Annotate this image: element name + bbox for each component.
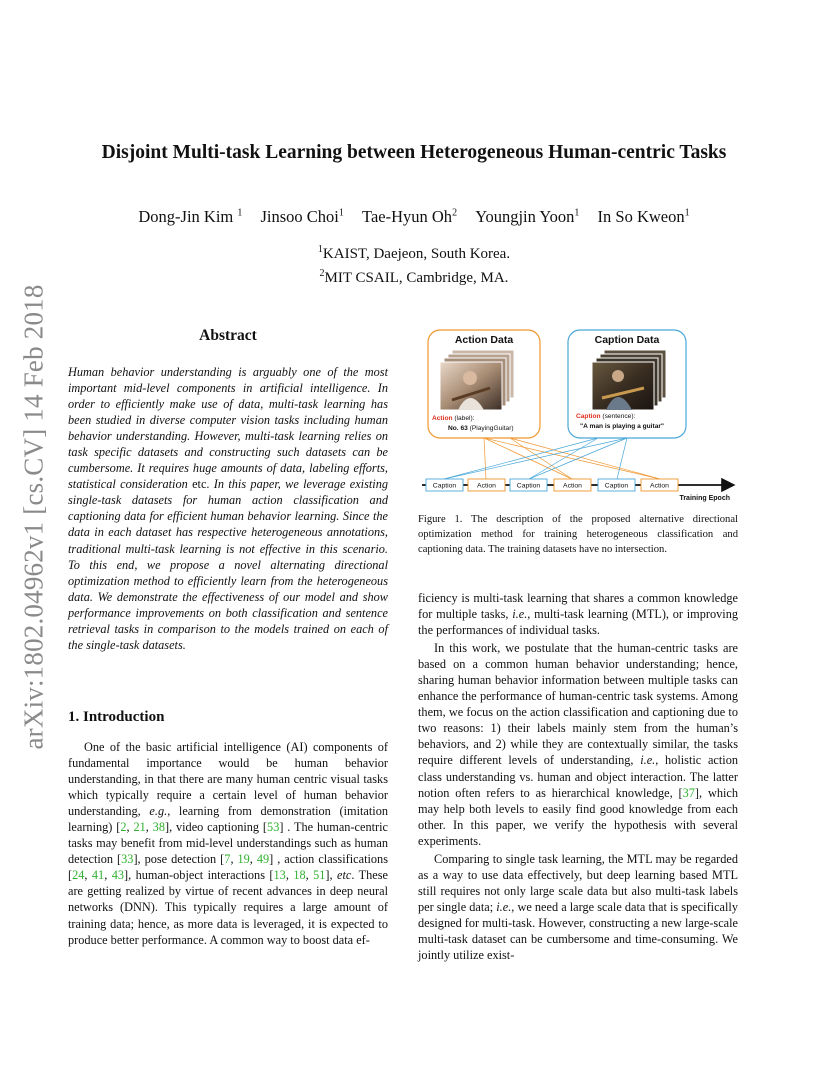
- text-em: etc: [337, 868, 352, 883]
- timeline-box: [641, 479, 678, 491]
- text-em: i.e.: [496, 899, 512, 914]
- svg-text:Caption: Caption: [604, 482, 629, 490]
- svg-text:Caption: Caption: [516, 482, 541, 490]
- text: , holistic action class understanding vs. human and object interaction. The latter notion often refers to as hierarchical knowledge, [: [418, 753, 738, 800]
- author-name: Tae-Hyun Oh: [362, 207, 453, 226]
- author-list: [0, 207, 828, 227]
- citation-link[interactable]: 2: [120, 820, 127, 835]
- abstract-etc: etc.: [192, 477, 210, 492]
- citation-link[interactable]: 49: [256, 852, 270, 867]
- text: . These are getting realized by virtue of recent advances in deep neural networks (DNN). This typically requires a large amount of training data; hence, as more data is leveraged, it is expected to produce better performance. A common way to boost data ef-: [68, 868, 388, 947]
- citation-link[interactable]: 24: [72, 868, 85, 883]
- paragraph: [418, 590, 738, 638]
- right-column-text: [418, 590, 738, 963]
- affiliation-mark: 1: [338, 207, 344, 219]
- citation-link[interactable]: 51: [313, 868, 326, 883]
- svg-text:Action: Action: [477, 482, 496, 490]
- abstract-heading: Abstract: [199, 327, 257, 344]
- citation-link[interactable]: 38: [152, 820, 165, 835]
- author-name: Youngjin Yoon: [475, 207, 575, 226]
- text: ], pose detection [: [133, 852, 225, 867]
- text: ficiency is multi-task learning that shares a common knowledge for multiple tasks,: [418, 591, 738, 622]
- affiliation-mark: 2: [452, 207, 458, 219]
- text: , we need a large scale data that is specifically designed for multi-task. However, constructing a new large-scale multi-task dataset can be cumbersome and time-consuming. We jointly utilize exist-: [418, 899, 738, 963]
- action-links: [484, 438, 660, 479]
- citation-link[interactable]: 7: [224, 852, 231, 867]
- affiliation-mark: 1: [237, 207, 243, 219]
- abstract-text: [68, 364, 388, 653]
- text: One of the basic artificial intelligence (AI) components of fundamental importance would be human behavior understanding, in that there are many human centric visual tasks which typically require a certain level of human behavior understanding,: [68, 740, 388, 819]
- author: [475, 207, 579, 226]
- caption-data-title: Caption Data: [594, 334, 660, 346]
- timeline-box: [554, 479, 591, 491]
- affiliation-text: KAIST, Daejeon, South Korea.: [322, 246, 511, 262]
- text: ] , action classifications [: [68, 852, 388, 883]
- timeline-label: Training Epoch: [679, 495, 730, 502]
- text-em: i.e.: [512, 607, 528, 622]
- timeline-box: [598, 479, 635, 491]
- author-name: Jinsoo Choi: [260, 207, 339, 226]
- citation-link[interactable]: 18: [293, 868, 306, 883]
- text: ],: [325, 868, 337, 883]
- affiliation-mark: 1: [317, 244, 323, 255]
- author: [261, 207, 344, 226]
- affiliation-mark: 1: [574, 207, 580, 219]
- svg-text:Action: Action: [650, 482, 669, 490]
- author: [362, 207, 457, 226]
- timeline-box: [426, 479, 463, 491]
- abstract-part: Human behavior understanding is arguably one of the most important mid-level components in artificial intelligence. In order to efficiently make use of data, multi-task learning has been studied in diverse computer vision tasks including human behavior understanding. However, multi-task learning relies on task specific datasets and constructing such datasets can be cumbersome. It requires huge amounts of data, labeling efforts, statistical consideration: [68, 365, 388, 492]
- citation-link[interactable]: 13: [273, 868, 286, 883]
- arxiv-stamp: arXiv:1802.04962v1 [cs.CV] 14 Feb 2018: [18, 284, 49, 750]
- text: ], which may help both levels to easily find good knowledge from each other. In this paper, we verify the hypothesis with several experiments.: [418, 785, 738, 848]
- paragraph: [418, 851, 738, 963]
- affiliation-mark: 1: [684, 207, 690, 219]
- paper-title: Disjoint Multi-task Learning between Heterogeneous Human-centric Tasks: [101, 142, 727, 163]
- text-em: e.g.: [149, 804, 168, 819]
- text: , learning from demonstration (imitation learning) [: [68, 804, 388, 835]
- text: ], human-object interactions [: [124, 868, 274, 883]
- action-label-value: No. 63 (PlayingGuitar): [448, 425, 514, 432]
- svg-text:Caption: Caption: [432, 482, 457, 490]
- caption-label-value: "A man is playing a guitar": [580, 423, 665, 430]
- timeline-box: [510, 479, 547, 491]
- citation-link[interactable]: 37: [682, 785, 695, 800]
- figure-caption: Figure 1. The description of the proposed alternative directional optimization method for training heterogeneous classification and captioning data. The training datasets have no intersection.: [418, 514, 738, 555]
- text: Comparing to single task learning, the MTL may be regarded as a way to use data effectively, but deep learning based MTL still requires not only large scale data but also multi-task labels per single data;: [418, 851, 738, 914]
- action-label-line: Action (label):: [432, 415, 475, 422]
- affiliations: [0, 240, 828, 288]
- action-data-title: Action Data: [454, 334, 514, 346]
- author-name: In So Kweon: [597, 207, 685, 226]
- citation-link[interactable]: 41: [91, 868, 105, 883]
- text: , multi-task learning (MTL), or improving the performances of individual tasks.: [418, 607, 738, 638]
- author: [138, 207, 242, 226]
- affiliation-text: MIT CSAIL, Cambridge, MA.: [324, 270, 509, 286]
- citation-link[interactable]: 21: [133, 820, 146, 835]
- caption-frames: [592, 350, 666, 410]
- caption-label-line: Caption (sentence):: [576, 413, 636, 420]
- section-heading: 1. Introduction: [68, 709, 165, 725]
- intro-paragraph: One of the basic artificial intelligence (AI) components of fundamental importance would be human behavior understanding, in that there are many human centric visual tasks which typically require a certain level of human behavior understanding, e.g., learning from demonstration (imitation learning) [2, 21, 38], video captioning [53] . The human-centric tasks may benefit from mid-level understandings such as human detection [33], pose detection [7, 19, 49] , action classifications [24, 41, 43], human-object interactions [13, 18, 51], etc. These are getting realized by virtue of recent advances in deep neural networks (DNN). This typically requires a large amount of training data; hence, as more data is leveraged, it is expected to produce better performance. A common way to boost data ef-: [68, 740, 388, 947]
- figure-1: [418, 326, 738, 511]
- citation-link[interactable]: 33: [121, 852, 134, 867]
- citation-link[interactable]: 19: [237, 852, 250, 867]
- paragraph: [418, 640, 738, 849]
- affiliation-mark: 2: [319, 268, 325, 279]
- svg-text:Action: Action: [563, 482, 582, 490]
- action-frames: [440, 350, 514, 410]
- abstract-part: In this paper, we leverage existing single-task datasets for human action classification and captioning data for efficient human behavior learning. Since the data in each dataset has respective heterogeneous annotations, traditional multi-task learning is not effective in this scenario. To this end, we propose a novel alternating directional optimization method to efficiently learn from the heterogeneous data. We demonstrate the effectiveness of our model and show performance improvements on both classification and sentence retrieval tasks in comparison to the models trained on each of the single-task datasets.: [68, 477, 388, 652]
- affiliation-line: [0, 264, 828, 288]
- text: In this work, we postulate that the human-centric tasks are based on a common human behavior understanding; hence, sharing human behavior information between multiple tasks can enhance the performance of human-centric task systems. Among them, we focus on the action classification and captioning due to two reasons: 1) their labels mainly stem from the human’s behaviors, and 2) while they are contextually similar, the tasks require different levels of understanding,: [418, 641, 738, 768]
- citation-link[interactable]: 43: [111, 868, 124, 883]
- text: ], video captioning [: [164, 820, 268, 835]
- timeline-box: [468, 479, 505, 491]
- author-name: Dong-Jin Kim: [138, 207, 234, 226]
- affiliation-line: [0, 240, 828, 264]
- citation-link[interactable]: 53: [267, 820, 280, 835]
- text: ] . The human-centric tasks may benefit from mid-level understandings such as human detection [: [68, 820, 388, 867]
- caption-links: [444, 438, 627, 479]
- text-em: i.e.: [640, 753, 656, 768]
- author: [598, 207, 690, 226]
